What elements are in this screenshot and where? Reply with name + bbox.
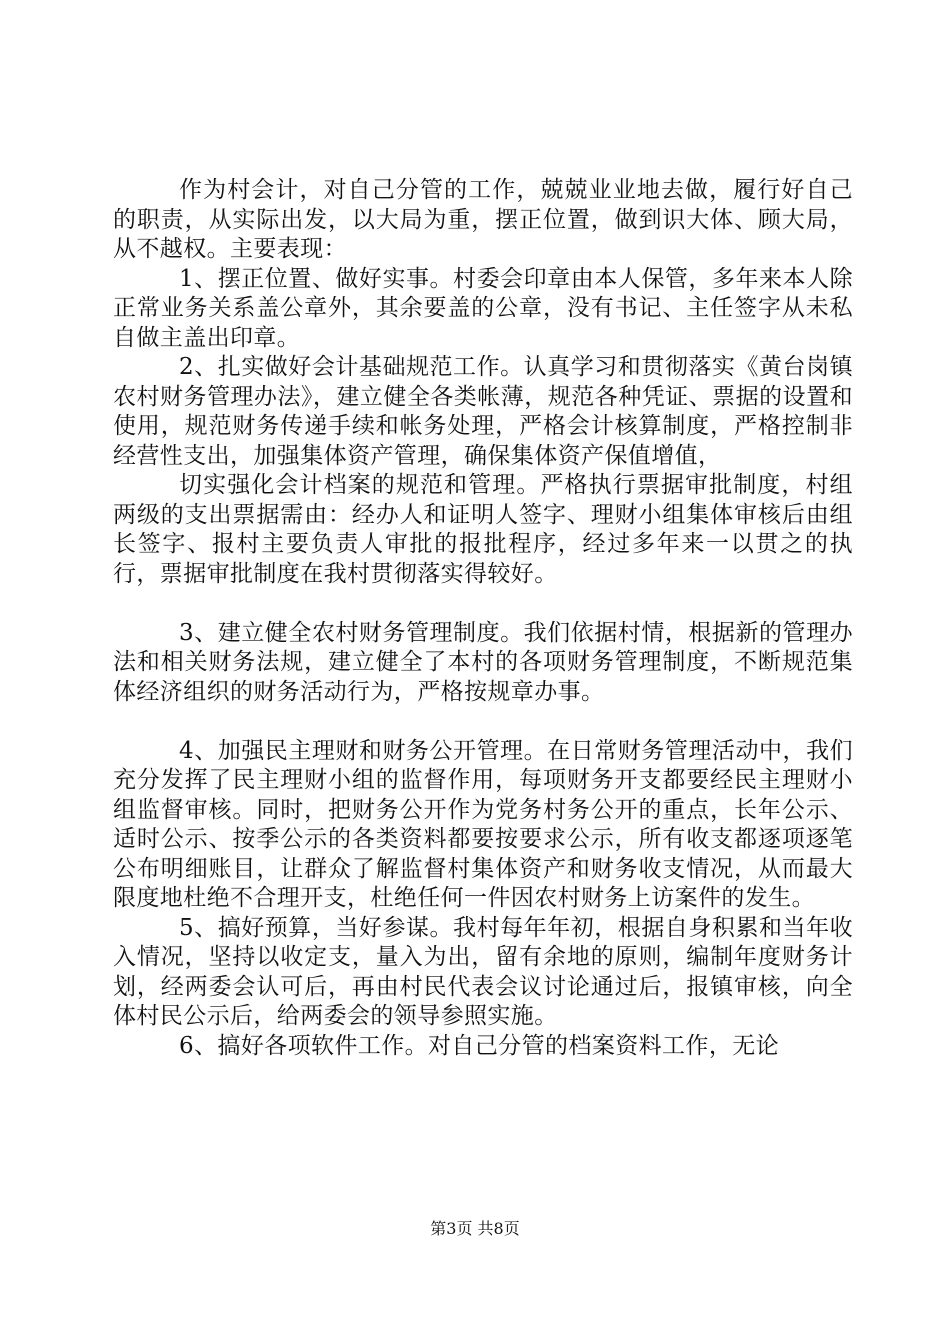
page-footer: 第3页 共8页 <box>430 1219 520 1238</box>
paragraph-item-2-continued: 切实强化会计档案的规范和管理。严格执行票据审批制度，村组两级的支出票据需由：经办人和证明人签字、理财小组集体审核后由组长签字、报村主要负责人审批的报批程序，经过多年来一以贯之的执行，票据审批制度在我村贯彻落实得较好。 <box>113 472 853 587</box>
document-body <box>113 176 853 1061</box>
paragraph-item-6: 6、搞好各项软件工作。对自己分管的档案资料工作，无论 <box>179 1032 780 1059</box>
paragraph-item-5: 5、搞好预算，当好参谋。我村每年年初，根据自身积累和当年收入情况，坚持以收定支，量入为出，留有余地的原则，编制年度财务计划，经两委会认可后，再由村民代表会议讨论通过后，报镇审核，向全体村民公示后，给两委会的领导参照实施。 <box>113 914 853 1029</box>
paragraph-item-1: 1、摆正位置、做好实事。村委会印章由本人保管，多年来本人除正常业务关系盖公章外，其余要盖的公章，没有书记、主任签字从未私自做主盖出印章。 <box>113 265 853 351</box>
paragraph-item-2: 2、扎实做好会计基础规范工作。认真学习和贯彻落实《黄台岗镇农村财务管理办法》，建立健全各类帐薄，规范各种凭证、票据的设置和使用，规范财务传递手续和帐务处理，严格会计核算制度，严格控制非经营性支出，加强集体资产管理，确保集体资产保值增值， <box>113 354 853 469</box>
paragraph-item-3: 3、建立健全农村财务管理制度。我们依据村情，根据新的管理办法和相关财务法规，建立健全了本村的各项财务管理制度，不断规范集体经济组织的财务活动行为，严格按规章办事。 <box>113 619 853 705</box>
paragraph-intro: 作为村会计，对自己分管的工作，兢兢业业地去做，履行好自己的职责，从实际出发，以大局为重，摆正位置，做到识大体、顾大局，从不越权。主要表现： <box>113 177 853 262</box>
paragraph-item-4: 4、加强民主理财和财务公开管理。在日常财务管理活动中，我们充分发挥了民主理财小组的监督作用，每项财务开支都要经民主理财小组监督审核。同时，把财务公开作为党务村务公开的重点，长年公示、适时公示、按季公示的各类资料都要按要求公示，所有收支都逐项逐笔公布明细账目，让群众了解监督村集体资产和财务收支情况，从而最大限度地杜绝不合理开支，杜绝任何一件因农村财务上访案件的发生。 <box>113 737 853 911</box>
